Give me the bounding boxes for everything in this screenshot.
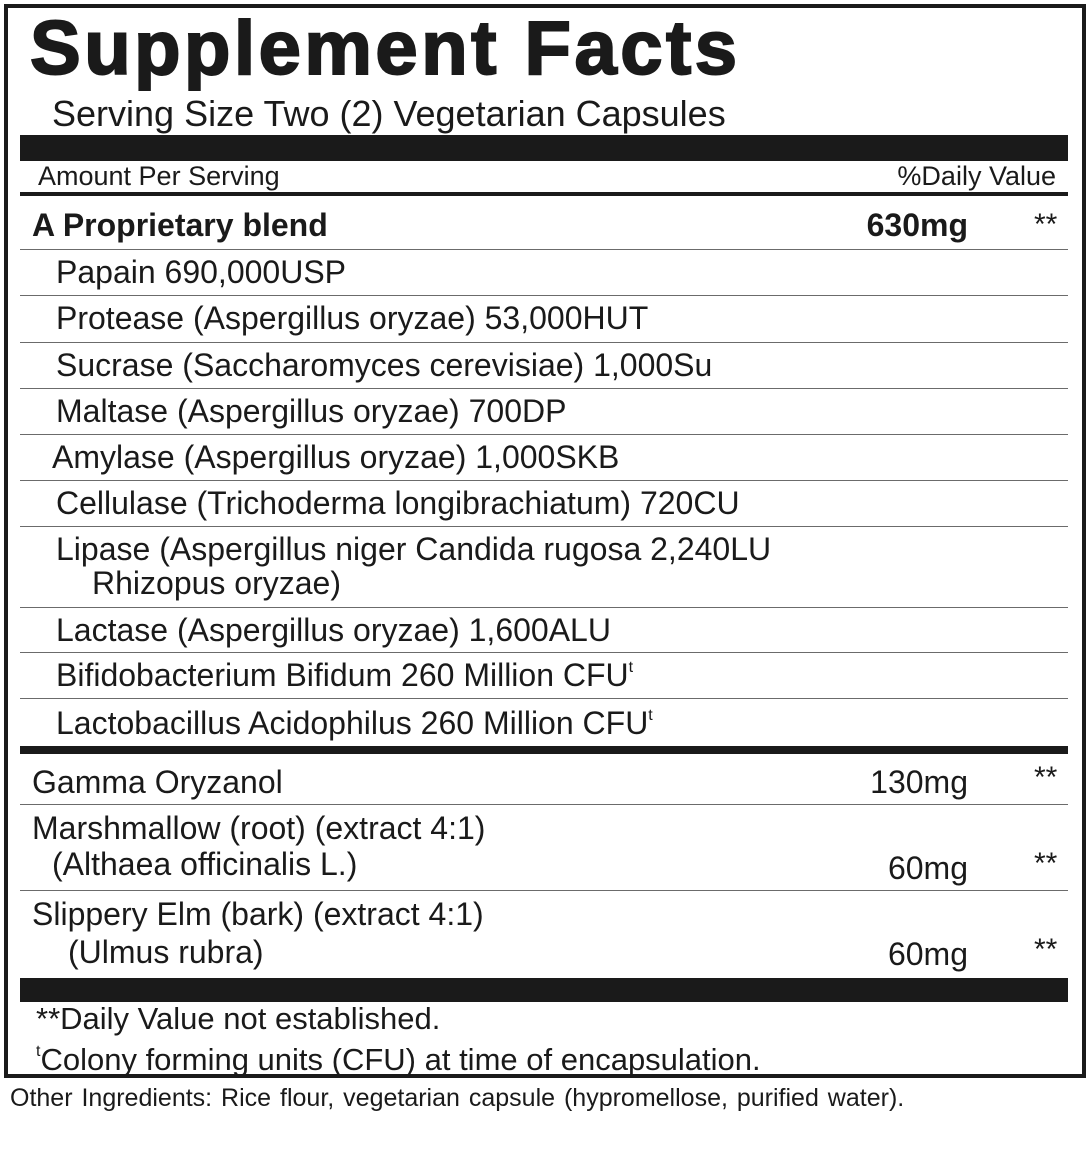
cfu-mark: t [648,707,653,724]
daily-value-label: %Daily Value [897,161,1056,191]
ingredient-row: Protease (Aspergillus oryzae) 53,000HUT [56,300,649,336]
ingredient-row: Amylase (Aspergillus oryzae) 1,000SKB [52,439,620,475]
cfu-mark: t [36,1043,41,1060]
ingredient-row [56,705,653,741]
item-amount: 60mg [887,850,968,886]
serving-size: Serving Size Two (2) Vegetarian Capsules [52,93,726,134]
row-divider [20,480,1068,481]
ingredient-row: Lipase (Aspergillus niger Candida rugosa 2,240LU [56,531,772,567]
row-divider [20,434,1068,435]
item-dv: ** [1034,761,1058,794]
item-amount: 130mg [870,764,968,800]
item-name-continued: (Althaea officinalis L.) [52,846,358,882]
row-divider [20,342,1068,343]
item-name-continued: (Ulmus rubra) [68,934,264,970]
cfu-footnote-text: Colony forming units (CFU) at time of encapsulation. [40,1042,761,1077]
ingredient-row [56,657,633,693]
amount-per-serving-label: Amount Per Serving [38,161,280,191]
ingredient-text: Lactobacillus Acidophilus 260 Million CFU [56,705,649,741]
item-name: Marshmallow (root) (extract 4:1) [32,810,486,846]
ingredient-row: Sucrase (Saccharomyces cerevisiae) 1,000Su [56,347,713,383]
item-amount: 60mg [887,936,968,972]
row-divider [20,698,1068,699]
blend-name: A Proprietary blend [32,207,328,243]
ingredient-row: Maltase (Aspergillus oryzae) 700DP [56,393,567,429]
panel-title: Supplement Facts [30,6,741,91]
ingredient-row: Papain 690,000USP [56,254,346,290]
thick-divider [20,135,1068,161]
row-divider [20,804,1068,805]
ingredient-row: Lactase (Aspergillus oryzae) 1,600ALU [56,612,611,648]
ingredient-text: Bifidobacterium Bifidum 260 Million CFU [56,657,629,693]
cfu-footnote [36,1042,761,1078]
item-name: Slippery Elm (bark) (extract 4:1) [32,896,484,932]
ingredient-row: Cellulase (Trichoderma longibrachiatum) 720CU [56,485,740,521]
row-divider [20,388,1068,389]
row-divider [20,249,1068,250]
section-divider [20,746,1068,754]
row-divider [20,652,1068,653]
item-name: Gamma Oryzanol [32,764,283,800]
row-divider [20,890,1068,891]
header-divider [20,192,1068,196]
dv-footnote: **Daily Value not established. [36,1001,441,1036]
bottom-divider [20,978,1068,1002]
cfu-mark: t [628,659,634,676]
supplement-facts-panel [4,4,1086,1078]
item-dv: ** [1034,847,1058,880]
row-divider [20,526,1068,527]
item-dv: ** [1034,933,1058,966]
blend-amount: 630mg [866,207,968,243]
ingredient-row-continued: Rhizopus oryzae) [92,565,341,601]
row-divider [20,295,1068,296]
row-divider [20,607,1068,608]
blend-dv: ** [1034,208,1058,241]
other-ingredients: Other Ingredients: Rice flour, vegetarian capsule (hypromellose, purified water). [10,1084,905,1112]
